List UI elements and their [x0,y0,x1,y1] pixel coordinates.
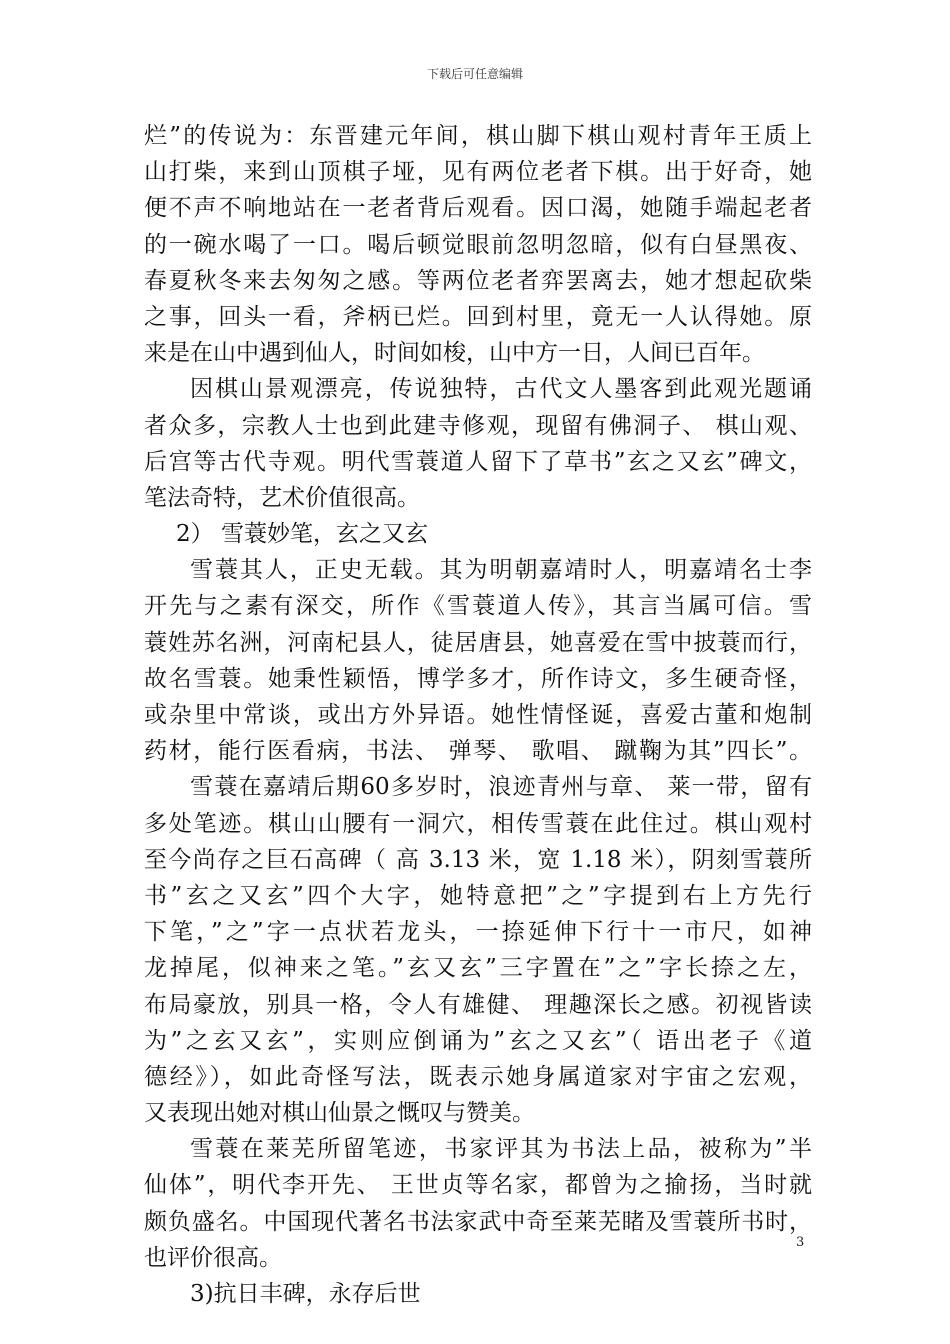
page-header: 下载后可任意编辑 [426,67,523,81]
text-line: 蓑姓苏名洲，河南杞县人，徒居唐县，她喜爱在雪中披蓑而行， [144,629,812,656]
subheading: 2） 雪蓑妙笔，玄之又玄 [176,521,428,548]
paragraph-start-line: 雪蓑在嘉靖后期60多岁时，浪迹青州与章、 莱一带，留有 [190,774,812,801]
text-line: 之事，回头一看，斧柄已烂。回到村里，竟无一人认得她。原 [144,303,812,330]
text-line: 颇负盛名。中国现代著名书法家武中奇至莱芜睹及雪蓑所书时， [144,1208,812,1235]
text-line: 故名雪蓑。她秉性颖悟，博学多才，所作诗文，多生硬奇怪， [144,665,812,692]
paragraph-start-line: 雪蓑其人，正史无载。其为明朝嘉靖时人，明嘉靖名士李 [190,557,812,584]
text-line: 开先与之素有深交，所作《雪蓑道人传》，其言当属可信。雪 [144,593,812,620]
text-line: 书”玄之又玄”四个大字，她特意把”之”字提到右上方先行 [144,882,812,909]
text-line: 后宫等古代寺观。明代雪蓑道人留下了草书”玄之又玄”碑文， [144,448,812,475]
page-number: 3 [796,1235,805,1250]
document-body [144,118,812,1312]
text-line: 仙体”，明代李开先、 王世贞等名家，都曾为之揄扬，当时就 [144,1172,812,1199]
text-line: 下笔，”之”字一点状若龙头，一捺延伸下行十一市尺，如神 [144,919,812,946]
text-line: 烂”的传说为：东晋建元年间，棋山脚下棋山观村青年王质上 [144,123,812,149]
paragraph-start-line: 因棋山景观漂亮，传说独特，古代文人墨客到此观光题诵 [190,376,812,403]
paragraph-start-line: 雪蓑在莱芜所留笔迹，书家评其为书法上品，被称为”半 [190,1136,812,1163]
text-line: 龙掉尾，似神来之笔。”玄又玄”三字置在”之”字长捺之左， [144,955,812,982]
text-line: 德经》），如此奇怪写法，既表示她身属道家对宇宙之宏观， [144,1063,812,1090]
text-line: 布局豪放，别具一格，令人有雄健、 理趣深长之感。初视皆读 [144,991,812,1018]
text-line: 山打柴，来到山顶棋子垭，见有两位老者下棋。出于好奇，她 [144,159,812,186]
text-line: 药材，能行医看病，书法、 弹琴、 歌唱、 蹴鞠为其”四长”。 [144,738,812,765]
text-line: 的一碗水喝了一口。喝后顿觉眼前忽明忽暗，似有白昼黑夜、 [144,231,812,258]
text-line: 也评价很高。 [144,1244,282,1271]
text-line: 多处笔迹。棋山山腰有一洞穴，相传雪蓑在此住过。棋山观村 [144,810,812,837]
text-line: 便不声不响地站在一老者背后观看。因口渴，她随手端起老者 [144,195,812,222]
text-line: 来是在山中遇到仙人，时间如梭，山中方一日，人间已百年。 [144,340,765,367]
text-line: 为”之玄又玄”，实则应倒诵为”玄之又玄”（ 语出老子《道 [144,1027,812,1054]
text-line: 又表现出她对棋山仙景之慨叹与赞美。 [144,1100,535,1127]
text-line: 笔法奇特，艺术价值很高。 [144,484,420,511]
text-line: 或杂里中常谈，或出方外异语。她性情怪诞，喜爱古董和炮制 [144,702,812,728]
text-line: 者众多，宗教人士也到此建寺修观，现留有佛洞子、 棋山观、 [144,412,812,439]
text-line: 至今尚存之巨石高碑（ 高 3.13 米，宽 1.18 米），阴刻雪蓑所 [144,846,812,873]
text-line: 春夏秋冬来去匆匆之感。等两位老者弈罢离去，她才想起砍柴 [144,267,812,294]
subheading: 3)抗日丰碑，永存后世 [190,1281,421,1307]
